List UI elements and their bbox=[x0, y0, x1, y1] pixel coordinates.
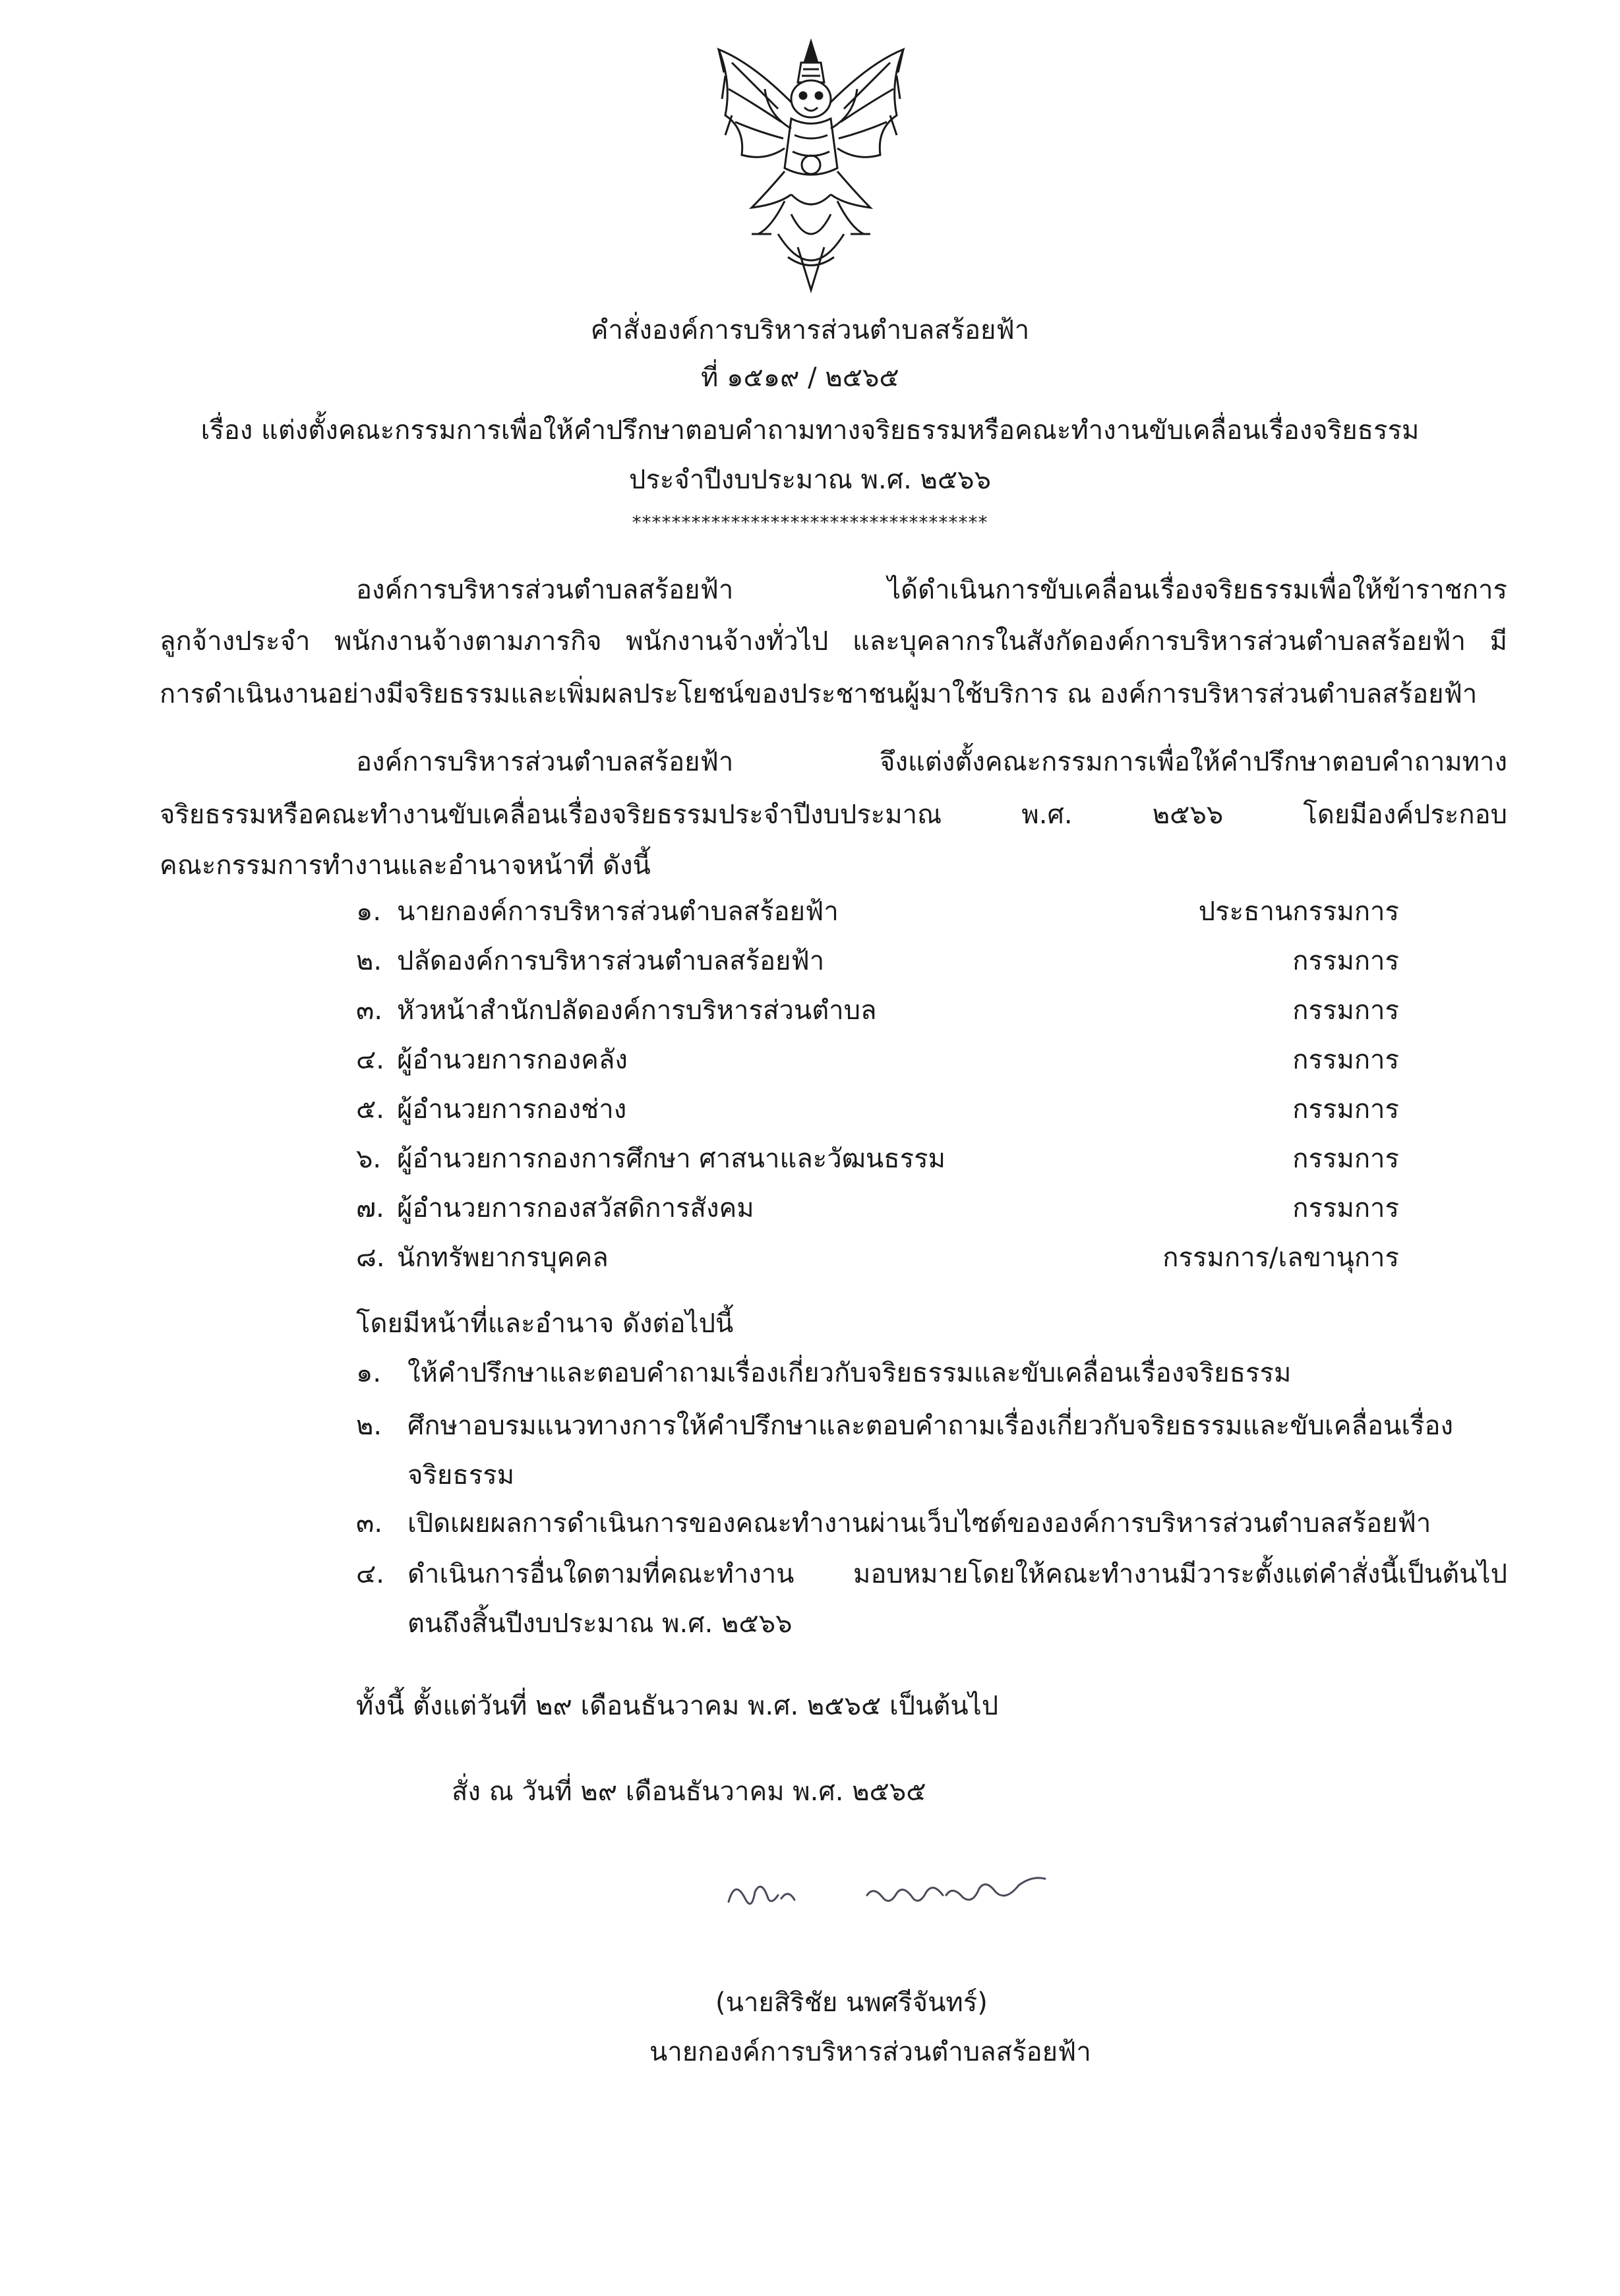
paragraph1-line1-part1: องค์การบริหารส่วนตำบลสร้อยฟ้า bbox=[356, 575, 734, 605]
duty-text bbox=[407, 1552, 1507, 1595]
member-number: ๖. bbox=[356, 1144, 382, 1174]
paragraph1-line1-part2: ได้ดำเนินการขับเคลื่อนเรื่องจริยธรรมเพื่อให้ข้าราชการ bbox=[887, 575, 1507, 605]
member-role: กรรมการ bbox=[1292, 1144, 1399, 1174]
signer-position: นายกองค์การบริหารส่วนตำบลสร้อยฟ้า bbox=[649, 2037, 1091, 2067]
duty-text-part: มอบหมายโดยให้คณะทำงานมีวาระตั้งแต่คำสั่งนี้เป็นต้นไป bbox=[853, 1559, 1507, 1589]
paragraph2-line2-part4: โดยมีองค์ประกอบ bbox=[1303, 800, 1507, 830]
order-subject-line1: เรื่อง แต่งตั้งคณะกรรมการเพื่อให้คำปรึกษาตอบคำถามทางจริยธรรมหรือคณะทำงานขับเคลื่อนเรื่องจริยธรรม bbox=[200, 415, 1420, 446]
member-row bbox=[356, 1088, 1399, 1127]
member-role: กรรมการ bbox=[1292, 995, 1399, 1026]
signature-icon bbox=[715, 1839, 1058, 1938]
member-role: กรรมการ bbox=[1292, 1193, 1399, 1223]
duty-text: เปิดเผยผลการดำเนินการของคณะทำงานผ่านเว็บไซต์ขององค์การบริหารส่วนตำบลสร้อยฟ้า bbox=[407, 1508, 1431, 1539]
paragraph1-line1 bbox=[356, 568, 1507, 610]
member-name: นักทรัพยากรบุคคล bbox=[397, 1243, 609, 1273]
member-name: ผู้อำนวยการกองสวัสดิการสังคม bbox=[397, 1193, 754, 1223]
member-role: กรรมการ/เลขานุการ bbox=[1162, 1243, 1399, 1273]
duty-number: ๑. bbox=[356, 1358, 382, 1388]
duty-text bbox=[407, 1404, 1507, 1446]
member-name: ปลัดองค์การบริหารส่วนตำบลสร้อยฟ้า bbox=[397, 946, 825, 976]
paragraph2-line2-part1: จริยธรรมหรือคณะทำงานขับเคลื่อนเรื่องจริยธรรมประจำปีงบประมาณ bbox=[160, 800, 942, 830]
member-row bbox=[356, 890, 1399, 929]
paragraph1-line3: การดำเนินงานอย่างมีจริยธรรมและเพิ่มผลประโยชน์ของประชาชนผู้มาใช้บริการ ณ องค์การบริหารส่วนตำบลสร้อยฟ้า bbox=[160, 679, 1478, 709]
member-row bbox=[356, 1137, 1399, 1177]
duty-text-continued: จริยธรรม bbox=[407, 1460, 515, 1490]
duty-text-continued: ตนถึงสิ้นปีงบประมาณ พ.ศ. ๒๕๖๖ bbox=[407, 1608, 793, 1639]
paragraph1-line2-part2: พนักงานจ้างตามภารกิจ bbox=[334, 626, 602, 657]
member-name: นายกองค์การบริหารส่วนตำบลสร้อยฟ้า bbox=[397, 897, 839, 927]
effective-date-line: ทั้งนี้ ตั้งแต่วันที่ ๒๙ เดือนธันวาคม พ.ศ. ๒๕๖๕ เป็นต้นไป bbox=[356, 1691, 999, 1721]
paragraph1-line2-part3: พนักงานจ้างทั่วไป bbox=[626, 626, 829, 657]
member-name: ผู้อำนวยการกองคลัง bbox=[397, 1045, 628, 1075]
paragraph2-line2 bbox=[160, 793, 1507, 835]
member-row bbox=[356, 1187, 1399, 1226]
member-role: กรรมการ bbox=[1292, 1094, 1399, 1125]
paragraph2-line1 bbox=[356, 740, 1507, 782]
member-number: ๓. bbox=[356, 995, 383, 1026]
order-number: ที่ ๑๕๑๙ / ๒๕๖๕ bbox=[701, 363, 899, 393]
member-role: ประธานกรรมการ bbox=[1198, 897, 1399, 927]
signer-name: (นายสิริชัย นพศรีจันทร์) bbox=[715, 1987, 988, 2018]
issued-date-line: สั่ง ณ วันที่ ๒๙ เดือนธันวาคม พ.ศ. ๒๕๖๕ bbox=[452, 1777, 926, 1807]
duty-text-part: ศึกษาอบรมแนวทางการให้คำปรึกษาและตอบคำถามเรื่องเกี่ยวกับจริยธรรมและขับเคลื่อนเรื่อง bbox=[407, 1411, 1454, 1441]
paragraph2-line3: คณะกรรมการทำงานและอำนาจหน้าที่ ดังนี้ bbox=[160, 850, 651, 881]
paragraph1-line2-part4: และบุคลากรในสังกัดองค์การบริหารส่วนตำบลสร้อยฟ้า bbox=[852, 626, 1466, 657]
paragraph1-line2-part1: ลูกจ้างประจำ bbox=[160, 626, 311, 657]
member-name: ผู้อำนวยการกองการศึกษา ศาสนาและวัฒนธรรม bbox=[397, 1144, 945, 1174]
duties-intro: โดยมีหน้าที่และอำนาจ ดังต่อไปนี้ bbox=[356, 1309, 734, 1339]
paragraph2-line2-part2: พ.ศ. bbox=[1021, 800, 1073, 830]
member-row bbox=[356, 1236, 1399, 1276]
member-number: ๕. bbox=[356, 1094, 384, 1125]
duty-number: ๓. bbox=[356, 1508, 383, 1539]
member-name: ผู้อำนวยการกองช่าง bbox=[397, 1094, 627, 1125]
order-title: คำสั่งองค์การบริหารส่วนตำบลสร้อยฟ้า bbox=[590, 315, 1030, 345]
member-number: ๗. bbox=[356, 1193, 384, 1223]
member-number: ๒. bbox=[356, 946, 382, 976]
paragraph1-line2 bbox=[160, 620, 1507, 662]
member-number: ๘. bbox=[356, 1243, 385, 1273]
duty-number: ๔. bbox=[356, 1559, 384, 1589]
paragraph2-line1-part2: จึงแต่งตั้งคณะกรรมการเพื่อให้คำปรึกษาตอบคำถามทาง bbox=[880, 747, 1507, 777]
garuda-emblem-icon bbox=[705, 36, 916, 300]
member-role: กรรมการ bbox=[1292, 946, 1399, 976]
member-row bbox=[356, 1038, 1399, 1078]
order-subject-line2: ประจำปีงบประมาณ พ.ศ. ๒๕๖๖ bbox=[629, 465, 991, 495]
member-row bbox=[356, 939, 1399, 979]
duty-text: ให้คำปรึกษาและตอบคำถามเรื่องเกี่ยวกับจริยธรรมและขับเคลื่อนเรื่องจริยธรรม bbox=[407, 1358, 1292, 1388]
member-number: ๔. bbox=[356, 1045, 384, 1075]
member-name: หัวหน้าสำนักปลัดองค์การบริหารส่วนตำบล bbox=[397, 995, 877, 1026]
paragraph2-line1-part1: องค์การบริหารส่วนตำบลสร้อยฟ้า bbox=[356, 747, 734, 777]
paragraph1-line2-part5: มี bbox=[1489, 626, 1507, 657]
member-row bbox=[356, 989, 1399, 1028]
header-divider: ************************************ bbox=[632, 512, 988, 533]
duty-text-part: ดำเนินการอื่นใดตามที่คณะทำงาน bbox=[407, 1559, 795, 1589]
member-number: ๑. bbox=[356, 897, 382, 927]
member-role: กรรมการ bbox=[1292, 1045, 1399, 1075]
duty-number: ๒. bbox=[356, 1411, 382, 1441]
paragraph2-line2-part3: ๒๕๖๖ bbox=[1152, 800, 1224, 830]
